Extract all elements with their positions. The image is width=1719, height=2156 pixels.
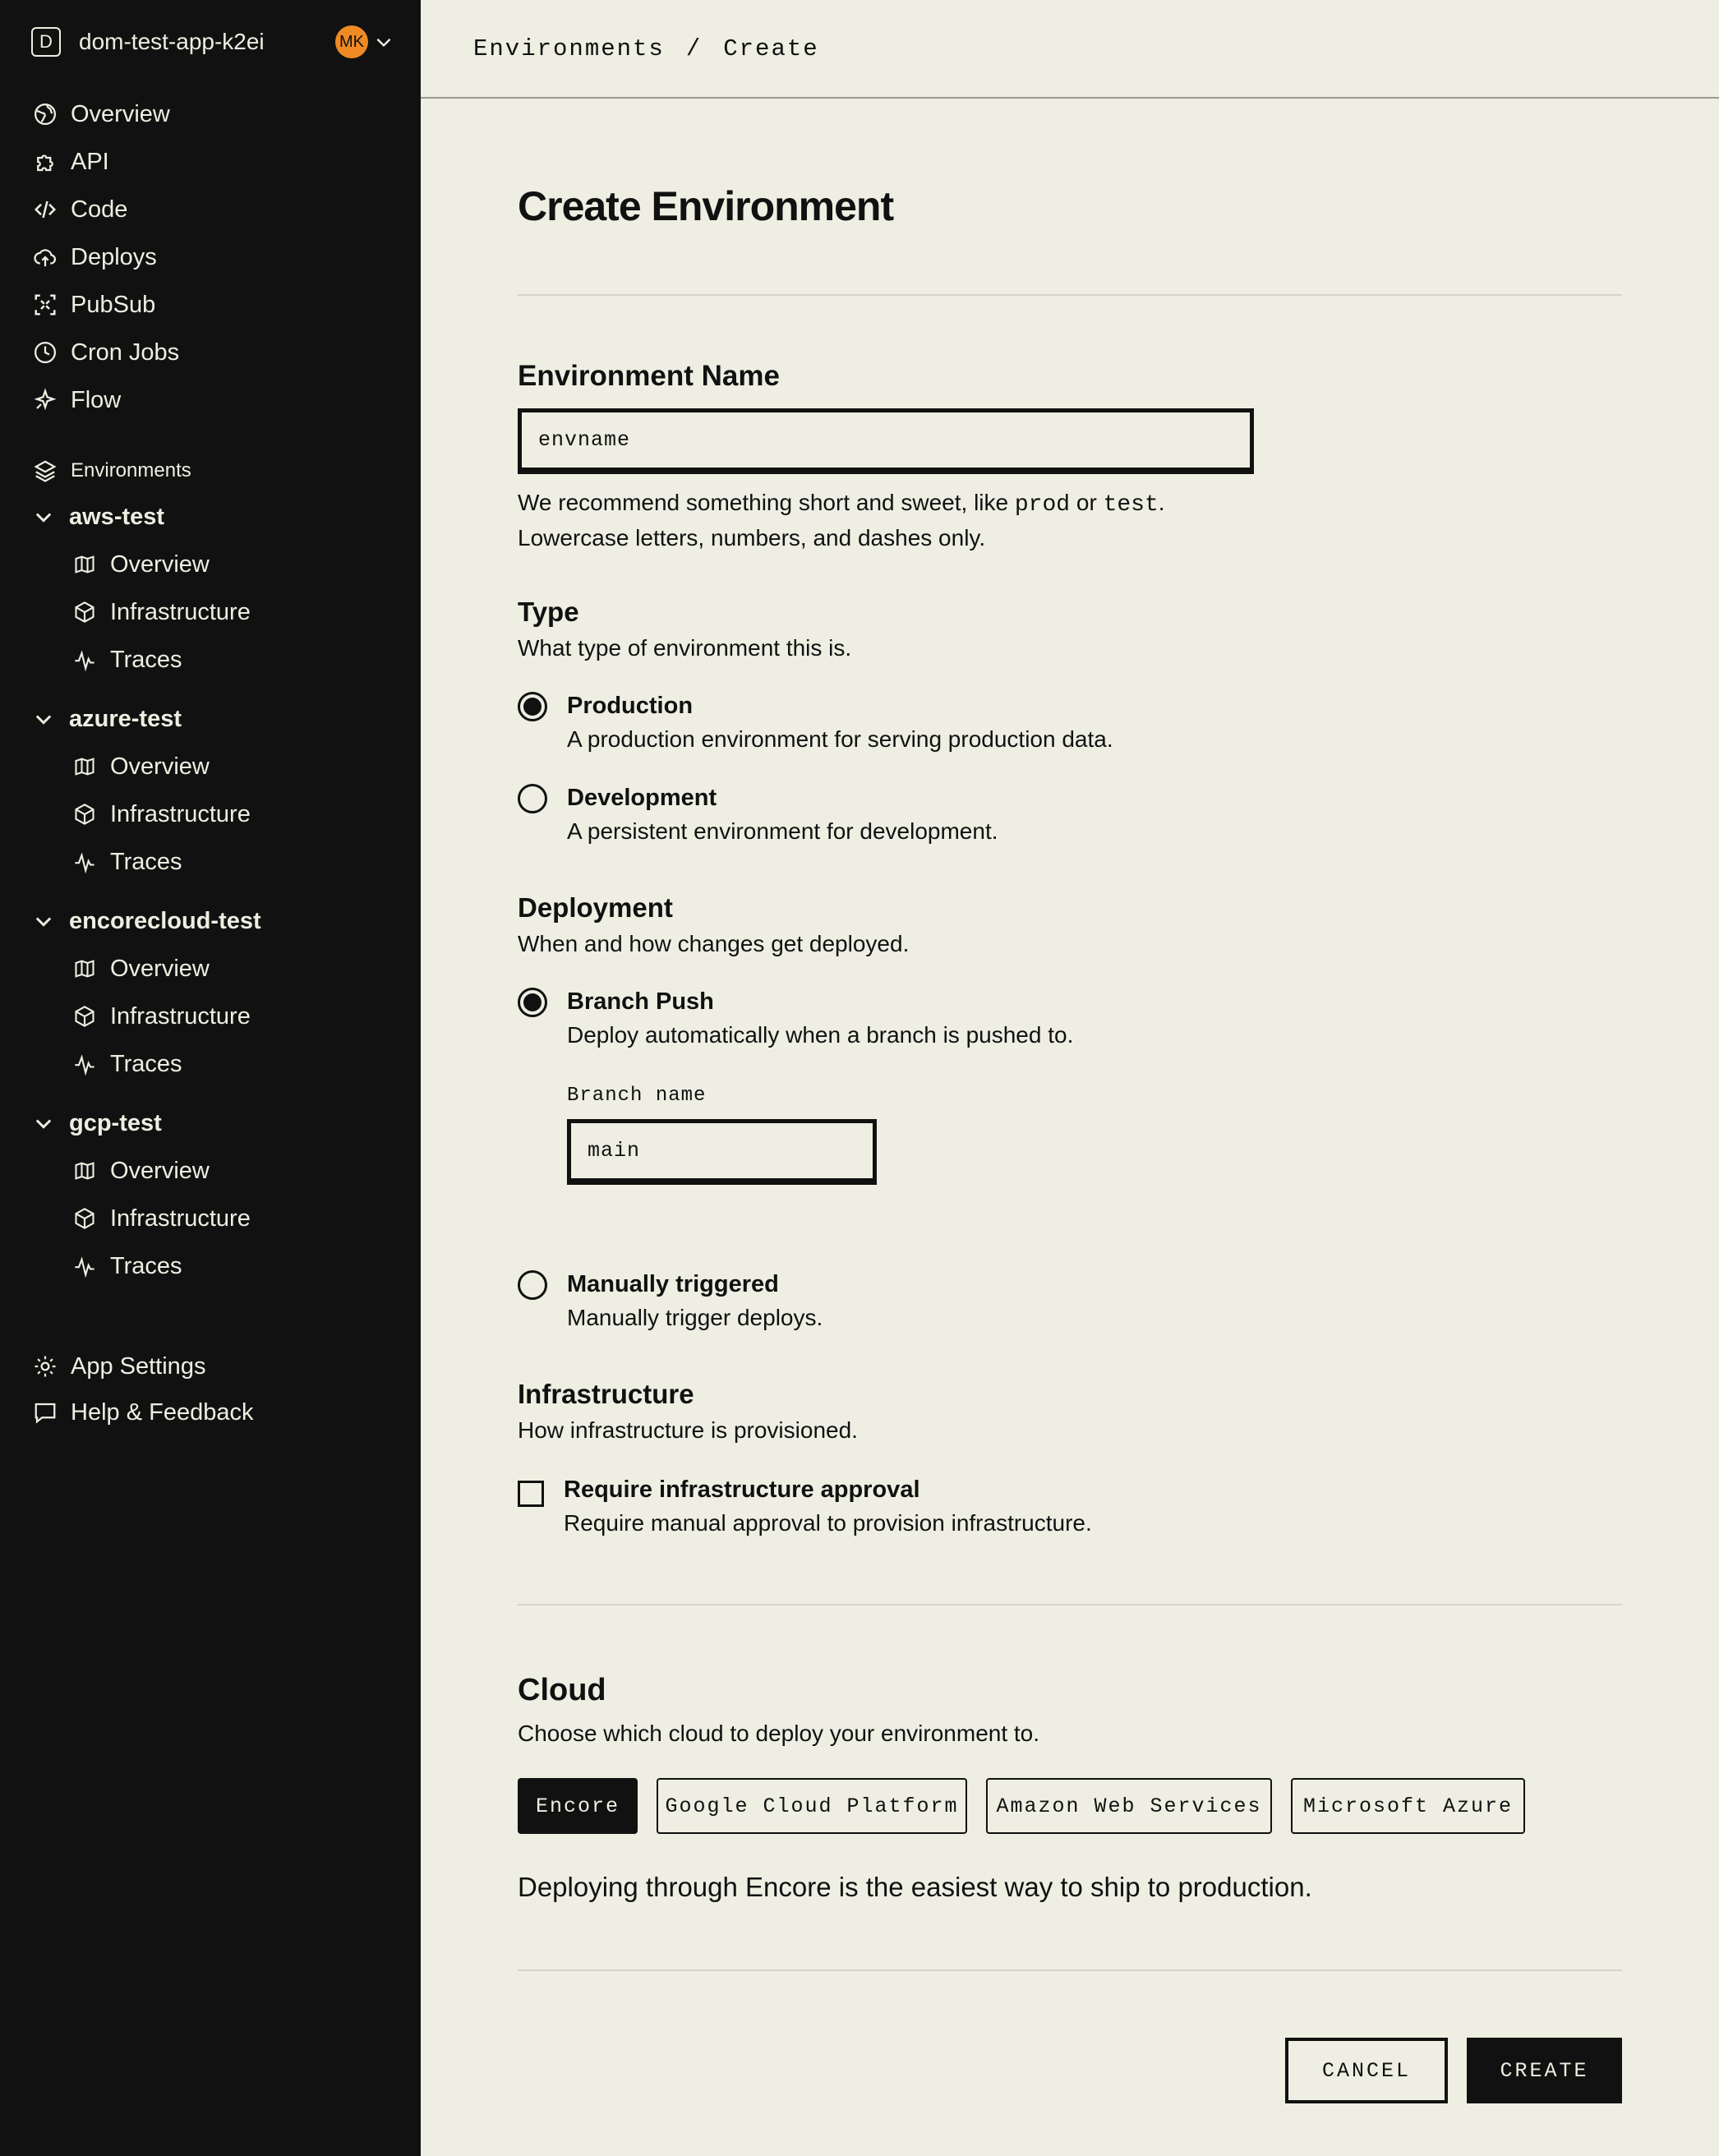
cloud-upload-icon bbox=[31, 243, 59, 271]
cloud-option-gcp[interactable]: Google Cloud Platform bbox=[657, 1778, 967, 1834]
activity-icon bbox=[71, 848, 99, 876]
branch-name-label: Branch name bbox=[567, 1085, 707, 1107]
activity-icon bbox=[71, 1050, 99, 1078]
deployment-title: Deployment bbox=[518, 892, 673, 923]
env-name-input[interactable] bbox=[518, 408, 1254, 474]
breadcrumb bbox=[473, 35, 819, 62]
nav-overview[interactable] bbox=[31, 95, 170, 133]
env-item-infrastructure[interactable] bbox=[71, 795, 251, 833]
env-item-label: Overview bbox=[110, 955, 210, 982]
breadcrumb-environments[interactable]: Environments bbox=[473, 35, 665, 62]
map-icon bbox=[71, 551, 99, 578]
type-desc: What type of environment this is. bbox=[518, 635, 852, 661]
app-badge: D bbox=[31, 27, 61, 57]
env-item-label: Infrastructure bbox=[110, 598, 251, 625]
env-item-label: Infrastructure bbox=[110, 1002, 251, 1030]
deployment-desc: When and how changes get deployed. bbox=[518, 931, 910, 956]
nav-label: PubSub bbox=[71, 291, 156, 318]
env-item-overview[interactable] bbox=[71, 546, 210, 583]
hint-text: We recommend something short and sweet, like bbox=[518, 490, 1015, 515]
nav-pubsub[interactable] bbox=[31, 286, 155, 324]
chat-icon bbox=[31, 1398, 59, 1426]
nav-cron-jobs[interactable] bbox=[31, 334, 179, 371]
env-name: gcp-test bbox=[69, 1109, 162, 1136]
env-item-label: Overview bbox=[110, 753, 210, 780]
env-item-label: Traces bbox=[110, 848, 182, 875]
cloud-option-azure[interactable]: Microsoft Azure bbox=[1291, 1778, 1525, 1834]
option-label: Manually triggered bbox=[567, 1271, 779, 1297]
env-name-value: envname bbox=[538, 428, 631, 452]
env-name: aws-test bbox=[69, 503, 165, 530]
env-item-overview[interactable] bbox=[71, 1152, 210, 1190]
sidebar bbox=[0, 0, 421, 2156]
infrastructure-title: Infrastructure bbox=[518, 1379, 694, 1409]
infrastructure-desc: How infrastructure is provisioned. bbox=[518, 1417, 858, 1443]
env-item-traces[interactable] bbox=[71, 1247, 182, 1285]
clock-icon bbox=[31, 339, 59, 366]
env-item-label: Traces bbox=[110, 1252, 182, 1279]
hint-code-test: test bbox=[1103, 492, 1159, 518]
nav-api[interactable] bbox=[31, 143, 109, 181]
divider bbox=[518, 294, 1622, 296]
env-item-label: Traces bbox=[110, 646, 182, 673]
radio-dot bbox=[523, 993, 542, 1011]
env-item-traces[interactable] bbox=[71, 641, 182, 679]
env-item-label: Infrastructure bbox=[110, 800, 251, 827]
checkbox-desc: Require manual approval to provision infrastructure. bbox=[564, 1510, 1092, 1536]
globe-icon bbox=[31, 100, 59, 128]
env-name: encorecloud-test bbox=[69, 907, 261, 934]
env-name-title: Environment Name bbox=[518, 360, 780, 392]
avatar[interactable]: MK bbox=[335, 25, 368, 58]
divider bbox=[518, 1969, 1622, 1971]
env-item-infrastructure[interactable] bbox=[71, 593, 251, 631]
map-icon bbox=[71, 955, 99, 983]
activity-icon bbox=[71, 1252, 99, 1280]
breadcrumb-current: Create bbox=[723, 35, 819, 62]
flow-icon bbox=[31, 386, 59, 414]
pubsub-icon bbox=[31, 291, 59, 319]
env-aws-test[interactable] bbox=[30, 498, 164, 536]
chevron-down-icon bbox=[30, 907, 58, 935]
nav-label: Cron Jobs bbox=[71, 339, 180, 366]
radio-production[interactable] bbox=[518, 692, 547, 721]
nav-flow[interactable] bbox=[31, 381, 121, 419]
app-switcher[interactable] bbox=[31, 25, 401, 59]
env-item-traces[interactable] bbox=[71, 1045, 182, 1083]
hint-text: or bbox=[1070, 490, 1104, 515]
nav-label: Overview bbox=[71, 100, 170, 127]
hint-text: Lowercase letters, numbers, and dashes only. bbox=[518, 525, 986, 551]
cloud-title: Cloud bbox=[518, 1673, 606, 1707]
env-item-label: Traces bbox=[110, 1050, 182, 1077]
nav-label: Environments bbox=[71, 459, 191, 481]
layers-icon bbox=[31, 457, 59, 485]
hint-text: . bbox=[1158, 490, 1165, 515]
cloud-note: Deploying through Encore is the easiest way to ship to production. bbox=[518, 1872, 1312, 1902]
top-bar bbox=[421, 0, 1719, 99]
cloud-desc: Choose which cloud to deploy your environment to. bbox=[518, 1721, 1040, 1746]
cancel-button[interactable]: CANCEL bbox=[1285, 2038, 1448, 2103]
nav-deploys[interactable] bbox=[31, 238, 157, 276]
option-label: Branch Push bbox=[567, 988, 714, 1015]
branch-name-value: main bbox=[588, 1139, 641, 1163]
env-item-overview[interactable] bbox=[71, 950, 210, 988]
env-item-infrastructure[interactable] bbox=[71, 1200, 251, 1237]
env-name-hint bbox=[518, 486, 1165, 555]
chevron-down-icon[interactable] bbox=[373, 31, 394, 53]
env-name: azure-test bbox=[69, 705, 182, 732]
nav-label: Help & Feedback bbox=[71, 1398, 254, 1426]
chevron-down-icon bbox=[30, 705, 58, 733]
gear-icon bbox=[31, 1352, 59, 1380]
option-desc: A persistent environment for development. bbox=[567, 818, 998, 844]
activity-icon bbox=[71, 646, 99, 674]
nav-label: App Settings bbox=[71, 1352, 206, 1380]
nav-label: API bbox=[71, 148, 109, 175]
env-item-label: Overview bbox=[110, 551, 210, 578]
env-encorecloud-test[interactable] bbox=[30, 902, 261, 940]
create-button[interactable]: CREATE bbox=[1467, 2038, 1622, 2103]
nav-code[interactable] bbox=[31, 191, 127, 228]
code-icon bbox=[31, 196, 59, 223]
nav-help-feedback[interactable] bbox=[31, 1394, 253, 1431]
hint-code-prod: prod bbox=[1014, 492, 1071, 518]
infrastructure-approval-checkbox[interactable] bbox=[518, 1481, 544, 1507]
radio-manually-triggered[interactable] bbox=[518, 1270, 547, 1300]
option-desc: A production environment for serving production data. bbox=[567, 726, 1113, 752]
cube-icon bbox=[71, 800, 99, 828]
cube-icon bbox=[71, 1205, 99, 1232]
cloud-option-encore[interactable]: Encore bbox=[518, 1778, 638, 1834]
option-label: Production bbox=[567, 693, 694, 719]
breadcrumb-separator: / bbox=[685, 35, 703, 62]
page-title: Create Environment bbox=[518, 183, 894, 229]
puzzle-icon bbox=[31, 148, 59, 176]
nav-label: Code bbox=[71, 196, 128, 223]
type-title: Type bbox=[518, 597, 579, 627]
option-desc: Manually trigger deploys. bbox=[567, 1305, 823, 1330]
env-item-infrastructure[interactable] bbox=[71, 997, 251, 1035]
cube-icon bbox=[71, 1002, 99, 1030]
chevron-down-icon bbox=[30, 1109, 58, 1137]
env-azure-test[interactable] bbox=[30, 700, 182, 738]
env-item-label: Overview bbox=[110, 1157, 210, 1184]
radio-branch-push[interactable] bbox=[518, 988, 547, 1017]
divider bbox=[518, 1604, 1622, 1605]
radio-development[interactable] bbox=[518, 784, 547, 813]
option-label: Development bbox=[567, 785, 717, 811]
env-gcp-test[interactable] bbox=[30, 1104, 162, 1142]
nav-environments[interactable] bbox=[31, 452, 191, 490]
cube-icon bbox=[71, 598, 99, 626]
map-icon bbox=[71, 1157, 99, 1185]
option-desc: Deploy automatically when a branch is pushed to. bbox=[567, 1022, 1074, 1048]
env-item-overview[interactable] bbox=[71, 748, 210, 785]
radio-dot bbox=[523, 698, 542, 716]
nav-app-settings[interactable] bbox=[31, 1348, 205, 1385]
env-item-traces[interactable] bbox=[71, 843, 182, 881]
branch-name-input[interactable] bbox=[567, 1119, 877, 1185]
cloud-option-aws[interactable]: Amazon Web Services bbox=[986, 1778, 1272, 1834]
env-item-label: Infrastructure bbox=[110, 1205, 251, 1232]
nav-label: Flow bbox=[71, 386, 122, 413]
nav-label: Deploys bbox=[71, 243, 157, 270]
chevron-down-icon bbox=[30, 503, 58, 531]
checkbox-label: Require infrastructure approval bbox=[564, 1476, 920, 1503]
map-icon bbox=[71, 753, 99, 781]
app-name: dom-test-app-k2ei bbox=[79, 29, 265, 54]
